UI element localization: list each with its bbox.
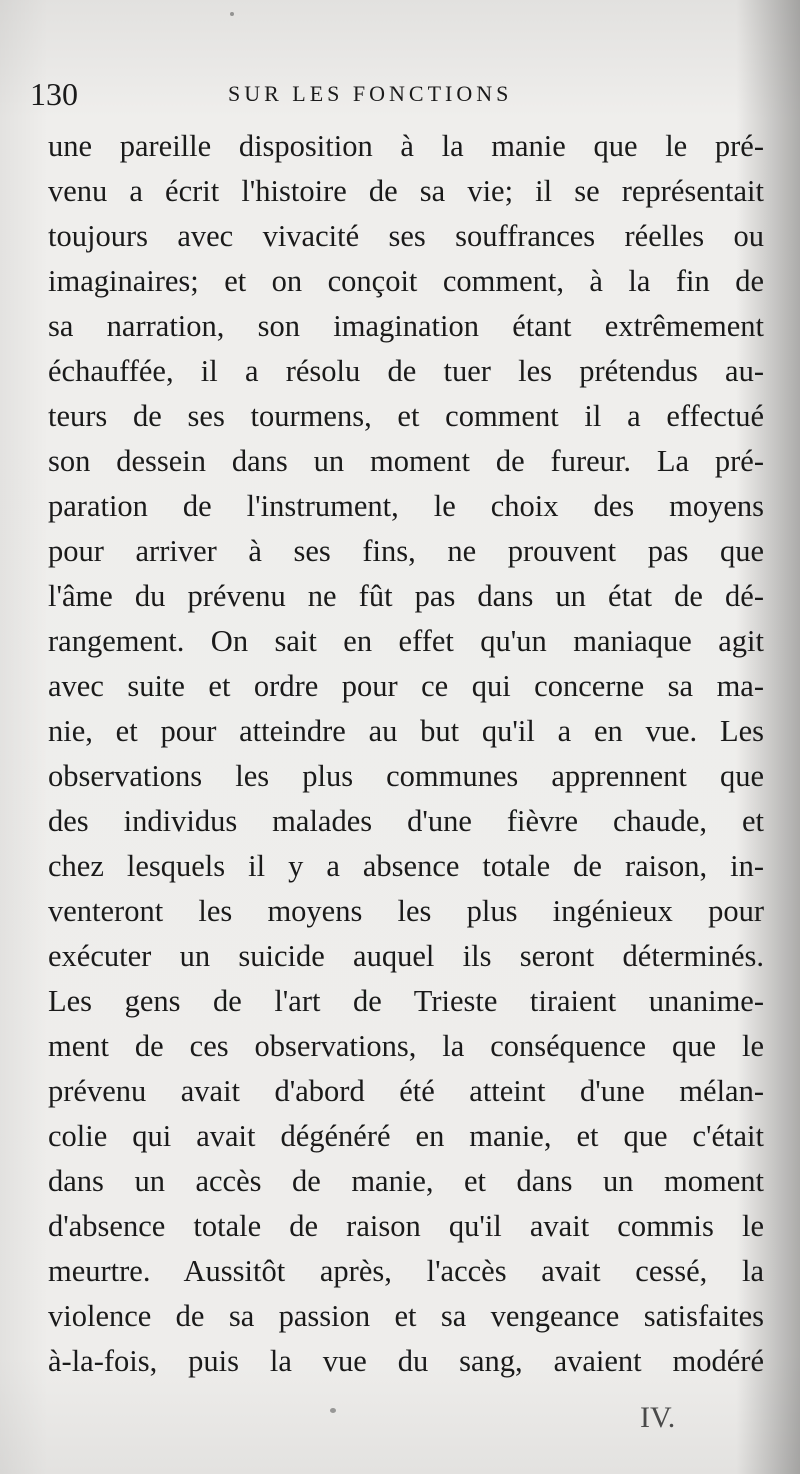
text-line: venu a écrit l'histoire de sa vie; il se représentait (48, 174, 764, 208)
text-line: teurs de ses tourmens, et comment il a effectué (48, 399, 764, 433)
text-line: son dessein dans un moment de fureur. La pré- (48, 444, 764, 478)
text-line: chez lesquels il y a absence totale de raison, in- (48, 849, 764, 883)
page-header (30, 72, 770, 116)
page-number: 130 (30, 76, 78, 112)
text-line: nie, et pour atteindre au but qu'il a en vue. Les (48, 714, 764, 748)
ink-speck (330, 1408, 336, 1413)
text-line: colie qui avait dégénéré en manie, et que c'était (48, 1119, 764, 1153)
text-line: Les gens de l'art de Trieste tiraient unanime- (48, 984, 764, 1018)
text-line: ment de ces observations, la conséquence que le (48, 1029, 764, 1063)
text-line: exécuter un suicide auquel ils seront déterminés. (48, 939, 764, 973)
text-line: pour arriver à ses fins, ne prouvent pas que (48, 534, 764, 568)
text-line: l'âme du prévenu ne fût pas dans un état de dé- (48, 579, 764, 613)
text-line: violence de sa passion et sa vengeance satisfaites (48, 1299, 764, 1333)
text-line: meurtre. Aussitôt après, l'accès avait cessé, la (48, 1254, 764, 1288)
text-line: échauffée, il a résolu de tuer les prétendus au- (48, 354, 764, 388)
text-line: imaginaires; et on conçoit comment, à la fin de (48, 264, 764, 298)
text-line: à-la-fois, puis la vue du sang, avaient modéré (48, 1344, 764, 1378)
text-line: d'absence totale de raison qu'il avait commis le (48, 1209, 764, 1243)
text-line: dans un accès de manie, et dans un moment (48, 1164, 764, 1198)
text-line: rangement. On sait en effet qu'un maniaque agit (48, 624, 764, 658)
text-line: venteront les moyens les plus ingénieux pour (48, 894, 764, 928)
text-line: toujours avec vivacité ses souffrances réelles ou (48, 219, 764, 253)
text-line: paration de l'instrument, le choix des moyens (48, 489, 764, 523)
text-line: une pareille disposition à la manie que le pré- (48, 129, 764, 163)
text-line: observations les plus communes apprennent que (48, 759, 764, 793)
text-line: avec suite et ordre pour ce qui concerne sa ma- (48, 669, 764, 703)
running-head: SUR LES FONCTIONS (228, 81, 513, 106)
signature-mark: IV. (640, 1401, 676, 1434)
text-line: des individus malades d'une fièvre chaude, et (48, 804, 764, 838)
body-text (48, 124, 764, 1384)
text-line: prévenu avait d'abord été atteint d'une mélan- (48, 1074, 764, 1108)
text-line: sa narration, son imagination étant extrêmement (48, 309, 764, 343)
ink-speck (230, 12, 234, 16)
